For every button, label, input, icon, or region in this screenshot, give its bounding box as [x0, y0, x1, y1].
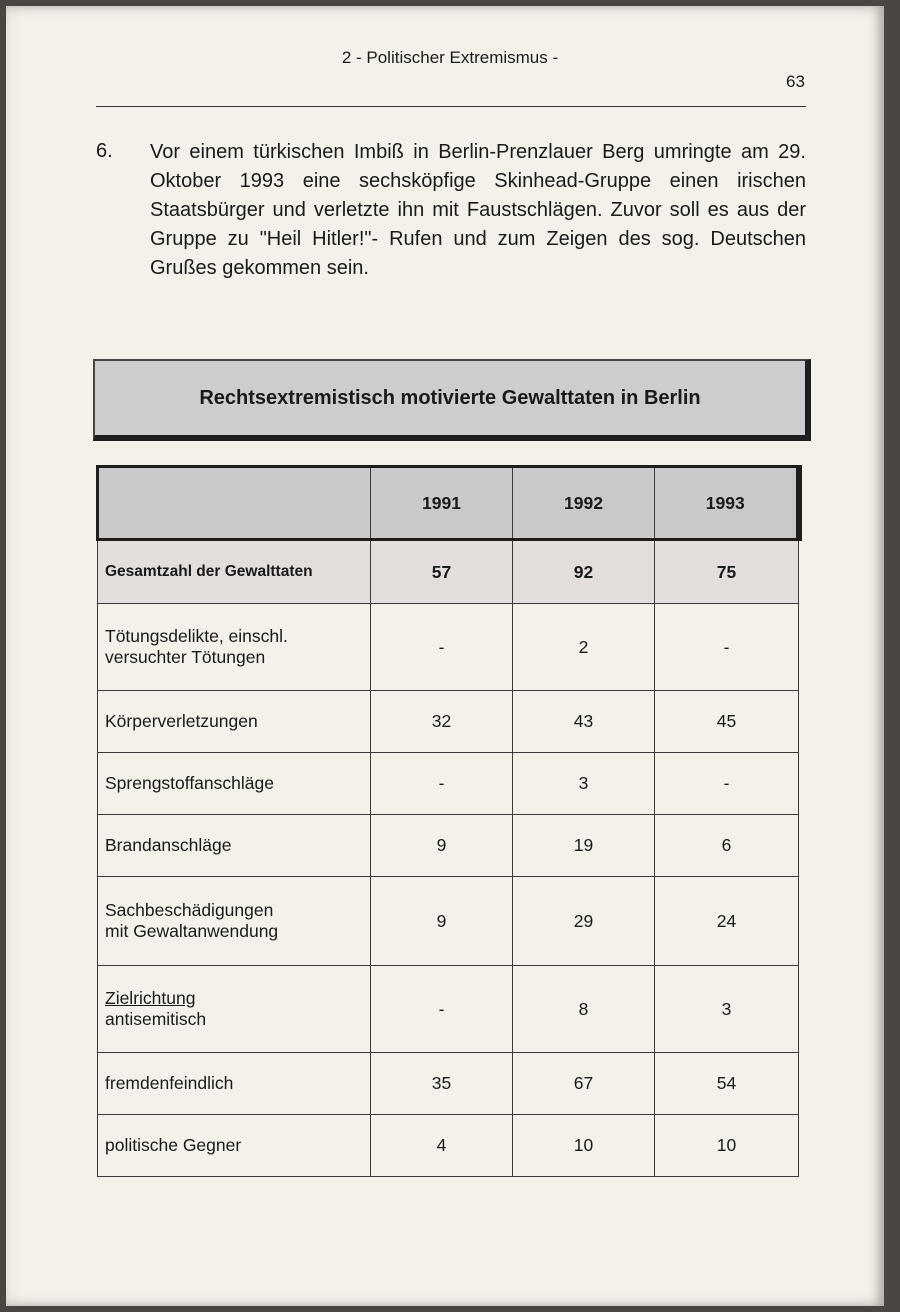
table-header-row [98, 467, 799, 540]
cell-1992: 10 [513, 1115, 655, 1177]
table-row [98, 1115, 799, 1177]
cell-1992: 3 [513, 753, 655, 815]
cell-1993: 10 [655, 1115, 799, 1177]
cell-1992: 2 [513, 604, 655, 691]
row-label: Brandanschläge [98, 815, 371, 877]
cell-1992: 92 [513, 540, 655, 604]
cell-1991: 35 [371, 1053, 513, 1115]
table-row [98, 691, 799, 753]
header-year-1993: 1993 [655, 467, 799, 540]
cell-1992: 19 [513, 815, 655, 877]
row-label-line-2: versuchter Tötungen [105, 647, 266, 667]
header-year-1991: 1991 [371, 467, 513, 540]
header-year-1992: 1992 [513, 467, 655, 540]
cell-1993: 24 [655, 877, 799, 966]
cell-1991: 4 [371, 1115, 513, 1177]
table-row [98, 604, 799, 691]
cell-1993: 75 [655, 540, 799, 604]
row-label: Gesamtzahl der Gewalttaten [98, 540, 371, 604]
cell-1991: - [371, 966, 513, 1053]
row-label [98, 604, 371, 691]
header-rule [96, 106, 806, 107]
violence-statistics-table [96, 465, 802, 1177]
table-row [98, 815, 799, 877]
page-number: 63 [786, 72, 805, 91]
table-row [98, 753, 799, 815]
cell-1991: - [371, 604, 513, 691]
cell-1991: 9 [371, 815, 513, 877]
cell-1992: 29 [513, 877, 655, 966]
table-row-total [98, 540, 799, 604]
running-header: 2 - Politischer Extremismus - [341, 48, 559, 67]
cell-1992: 43 [513, 691, 655, 753]
item-paragraph: Vor einem türkischen Imbiß in Berlin-Prenzlauer Berg umringte am 29. Oktober 1993 eine sechsköpfige Skinhead-Gruppe einen irischen Staatsbürger und verletzte ihn mit Faustschlägen. Zuvor soll es aus der Gruppe zu "Heil Hitler!"- Rufen und zum Zeigen des sog. Deutschen Grußes gekommen sein. [150, 141, 806, 279]
row-label-line-1: Sachbeschädigungen [105, 900, 274, 920]
section-heading-zielrichtung: Zielrichtung [105, 988, 196, 1008]
row-label-line-2: antisemitisch [105, 1009, 207, 1029]
row-label: Körperverletzungen [98, 691, 371, 753]
cell-1993: 54 [655, 1053, 799, 1115]
header-corner-cell [98, 467, 371, 540]
row-label [98, 966, 371, 1053]
table-title-box [93, 359, 811, 441]
cell-1992: 8 [513, 966, 655, 1053]
cell-1993: 45 [655, 691, 799, 753]
cell-1993: 6 [655, 815, 799, 877]
cell-1993: 3 [655, 966, 799, 1053]
cell-1993: - [655, 604, 799, 691]
row-label [98, 877, 371, 966]
table-title: Rechtsextremistisch motivierte Gewalttaten in Berlin [199, 386, 701, 409]
row-label: politische Gegner [98, 1115, 371, 1177]
item-number: 6. [96, 140, 113, 162]
cell-1991: - [371, 753, 513, 815]
row-label: fremdenfeindlich [98, 1053, 371, 1115]
cell-1991: 32 [371, 691, 513, 753]
row-label-line-2: mit Gewaltanwendung [105, 921, 279, 941]
row-label: Sprengstoffanschläge [98, 753, 371, 815]
cell-1991: 9 [371, 877, 513, 966]
table-row [98, 966, 799, 1053]
cell-1991: 57 [371, 540, 513, 604]
table-row [98, 1053, 799, 1115]
cell-1993: - [655, 753, 799, 815]
row-label-line-1: Tötungsdelikte, einschl. [105, 626, 288, 646]
cell-1992: 67 [513, 1053, 655, 1115]
table-row [98, 877, 799, 966]
